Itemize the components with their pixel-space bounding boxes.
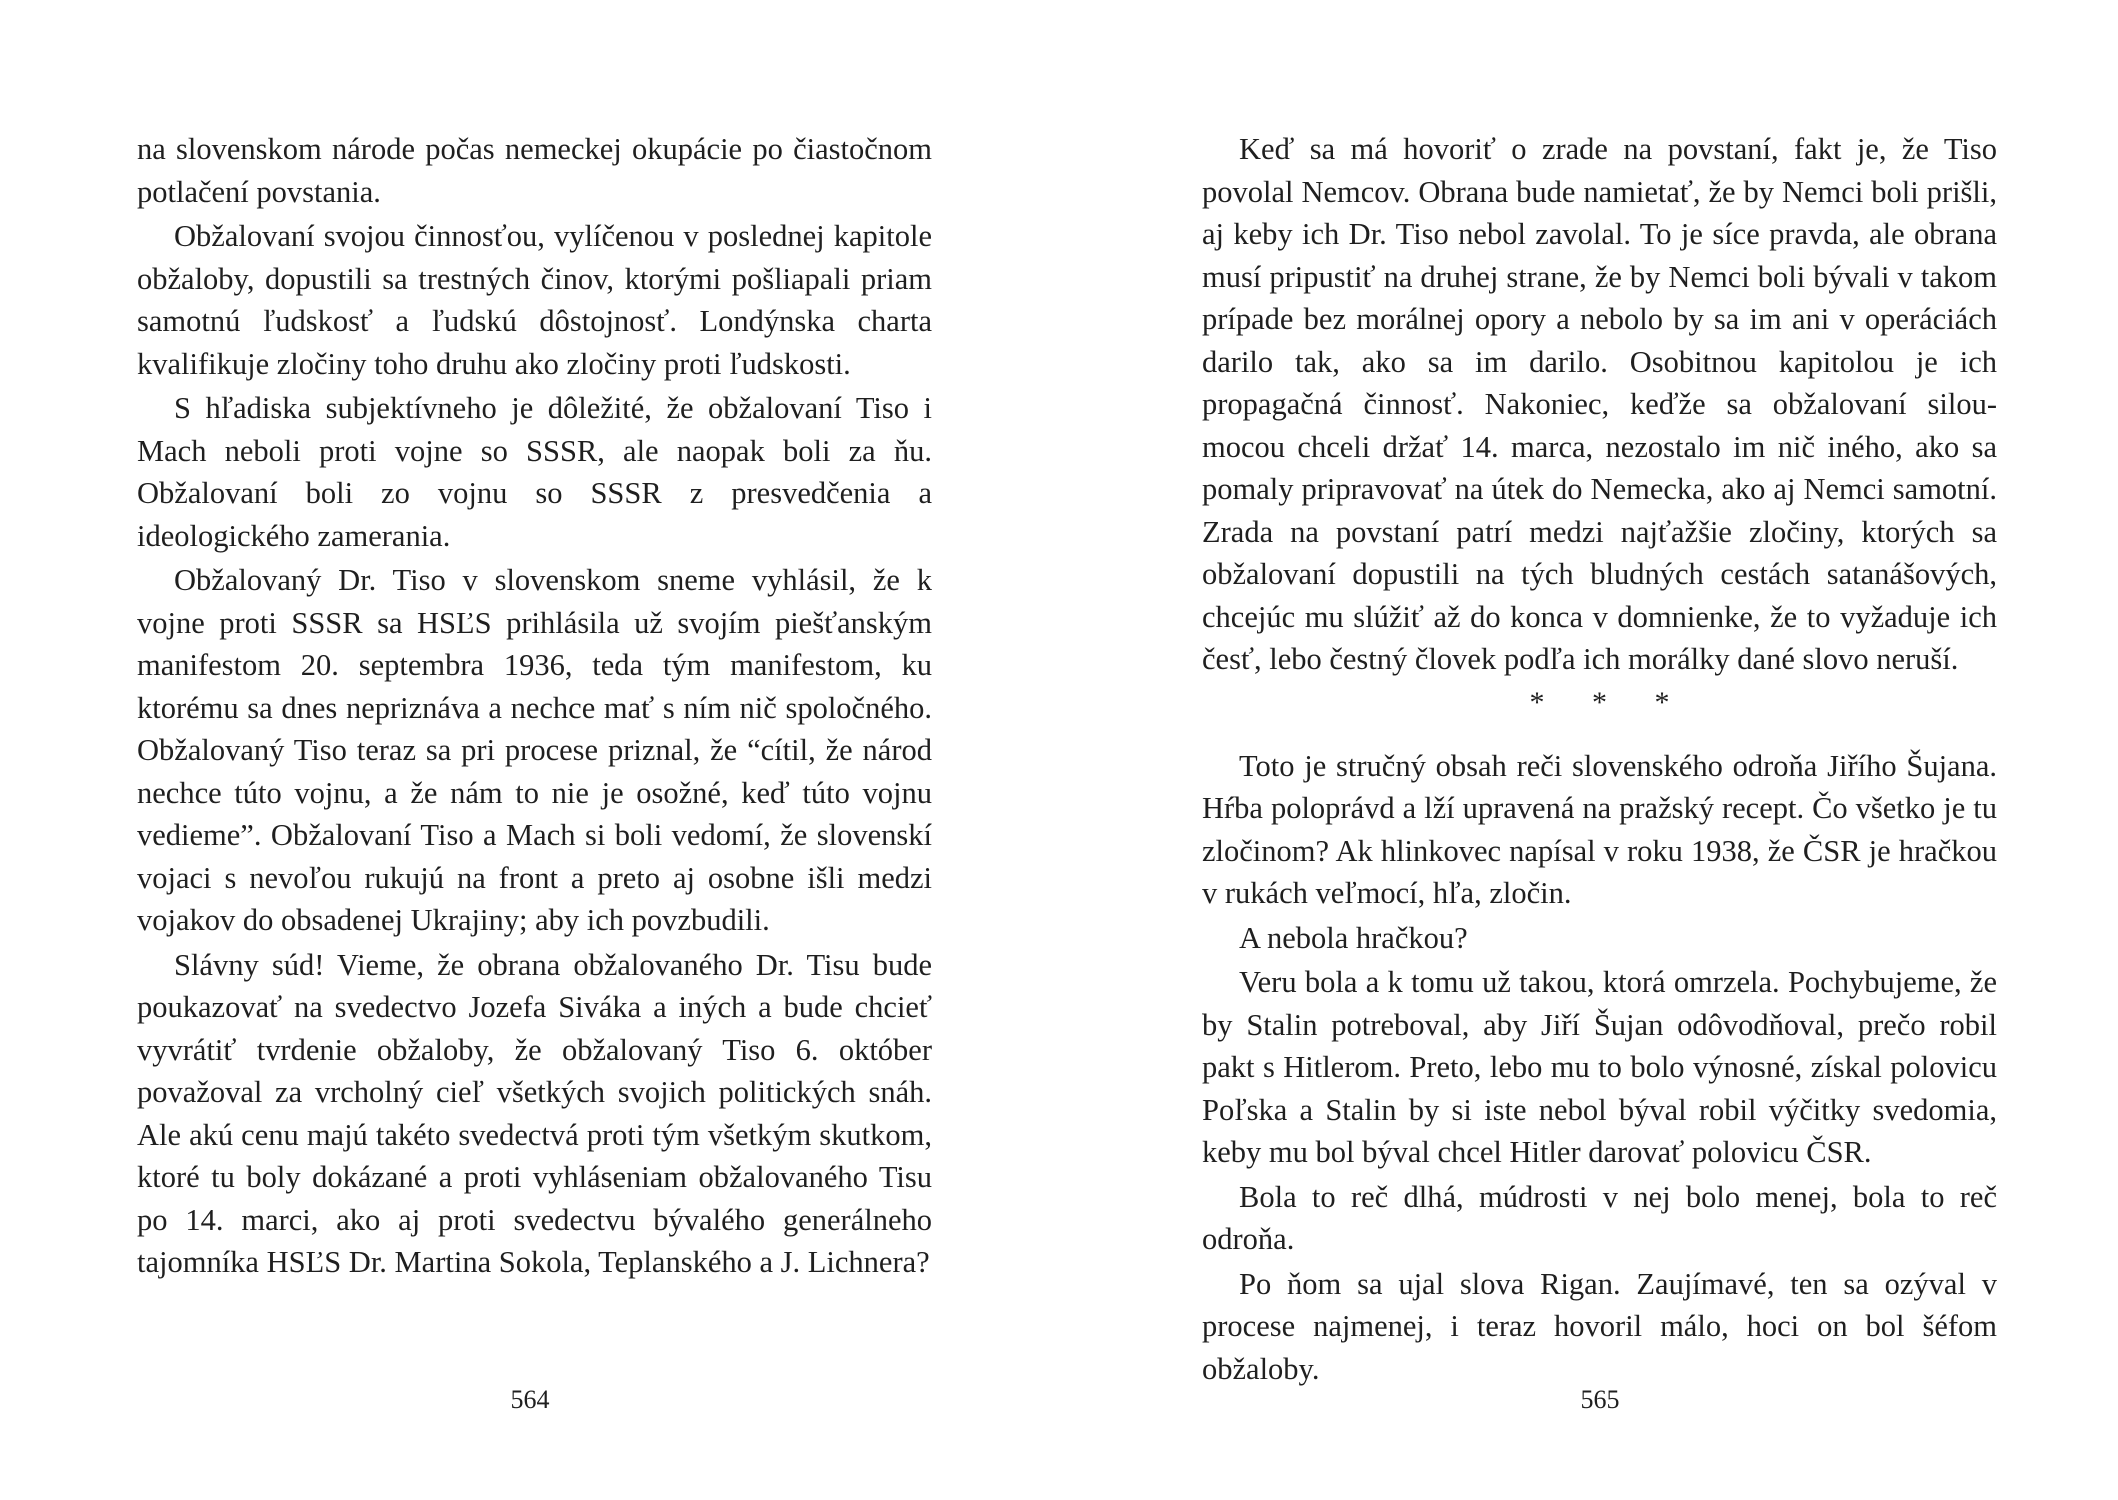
paragraph: Toto je stručný obsah reči slovenského odroňa Jiřího Šujana. Hŕba poloprávd a lží upravená na pražský recept. Čo všetko je tu zločinom? Ak hlinkovec napísal v roku 1938, že ČSR je hračkou v rukách veľmocí, hľa, zločin. [1202, 748, 1997, 910]
paragraph: Slávny súd! Vieme, že obrana obžalovaného Dr. Tisu bude poukazovať na svedectvo Jozefa Siváka a iných a bude chcieť vyvrátiť tvrdenie obžaloby, že obžalovaný Tiso 6. október považoval za vrcholný cieľ všetkých svojich politických snáh. Ale akú cenu majú takéto svedectvá proti tým všetkým skutkom, ktoré tu boly dokázané a proti vyhláseniam obžalovaného Tisu po 14. marci, ako aj proti svedectvu bývalého generálneho tajomníka HSĽS Dr. Martina Sokola, Teplanského a J. Lichnera? [137, 947, 932, 1279]
paragraph: Keď sa má hovoriť o zrade na povstaní, fakt je, že Tiso povolal Nemcov. Obrana bude namietať, že by Nemci boli prišli, aj keby ich Dr. Tiso nebol zavolal. To je síce pravda, ale obrana musí pripustiť na druhej strane, že by Nemci boli bývali v takom prípade bez morálnej opory a nebolo by sa im ani v operáciách darilo tak, ako sa im darilo. Osobitnou kapitolou je ich propagačná činnosť. Nakoniec, keďže sa obžalovaní silou-mocou chceli držať 14. marca, nezostalo im nič iného, ako sa pomaly pripravovať na útek do Nemecka, ako aj Nemci samotní. Zrada na povstaní patrí medzi najťažšie zločiny, ktorých sa obžalovaní dopustili na tých bludných cestách satanášových, chcejúc mu slúžiť až do konca v domnienke, že to vyžaduje ich česť, lebo čestný človek podľa ich morálky dané slovo neruší. [1202, 132, 1997, 676]
page-number-left: 564 [510, 1385, 550, 1414]
paragraph: na slovenskom národe počas nemeckej okupácie po čiastočnom potlačení povstania. [137, 132, 932, 209]
section-separator: * * * [1529, 685, 1690, 719]
paragraph: Veru bola a k tomu už takou, ktorá omrzela. Pochybujeme, že by Stalin potreboval, aby Jiří Šujan odôvodňoval, prečo robil pakt s Hitlerom. Preto, lebo mu to bolo výnosné, získal polovicu Poľska a Stalin by si iste nebol býval robil výčitky svedomia, keby mu bol býval chcel Hitler darovať polovicu ČSR. [1202, 965, 1997, 1169]
paragraph: Obžalovaný Dr. Tiso v slovenskom sneme vyhlásil, že k vojne proti SSSR sa HSĽS prihlásila už svojím piešťanským manifestom 20. septembra 1936, teda tým manifestom, ku ktorému sa dnes nepriznáva a nechce mať s ním nič spoločného. Obžalovaný Tiso teraz sa pri procese priznal, že “cítil, že národ nechce túto vojnu, a že nám to nie je osožné, keď túto vojnu vedieme”. Obžalovaní Tiso a Mach si boli vedomí, že slovenskí vojaci s nevoľou rukujú na front a preto aj osobne išli medzi vojakov do obsadenej Ukrajiny; aby ich povzbudili. [137, 563, 932, 937]
paragraph: Po ňom sa ujal slova Rigan. Zaujímavé, ten sa ozýval v procese najmenej, i teraz hovoril málo, hoci on bol šéfom obžaloby. [1202, 1266, 1997, 1386]
paragraph: Bola to reč dlhá, múdrosti v nej bolo menej, bola to reč odroňa. [1202, 1179, 1997, 1256]
paragraph: Obžalovaní svojou činnosťou, vylíčenou v poslednej kapitole obžaloby, dopustili sa trestných činov, ktorými pošliapali priam samotnú ľudskosť a ľudskú dôstojnosť. Londýnska charta kvalifikuje zločiny toho druhu ako zločiny proti ľudskosti. [137, 219, 932, 381]
right-page [1202, 128, 1997, 1392]
left-page [137, 128, 932, 1286]
paragraph: S hľadiska subjektívneho je dôležité, že obžalovaní Tiso i Mach neboli proti vojne so SSSR, ale naopak boli za ňu. Obžalovaní boli zo vojnu so SSSR z presvedčenia a ideologického zamerania. [137, 391, 932, 553]
page-number-right: 565 [1580, 1385, 1620, 1414]
paragraph: A nebola hračkou? [1239, 920, 1468, 955]
